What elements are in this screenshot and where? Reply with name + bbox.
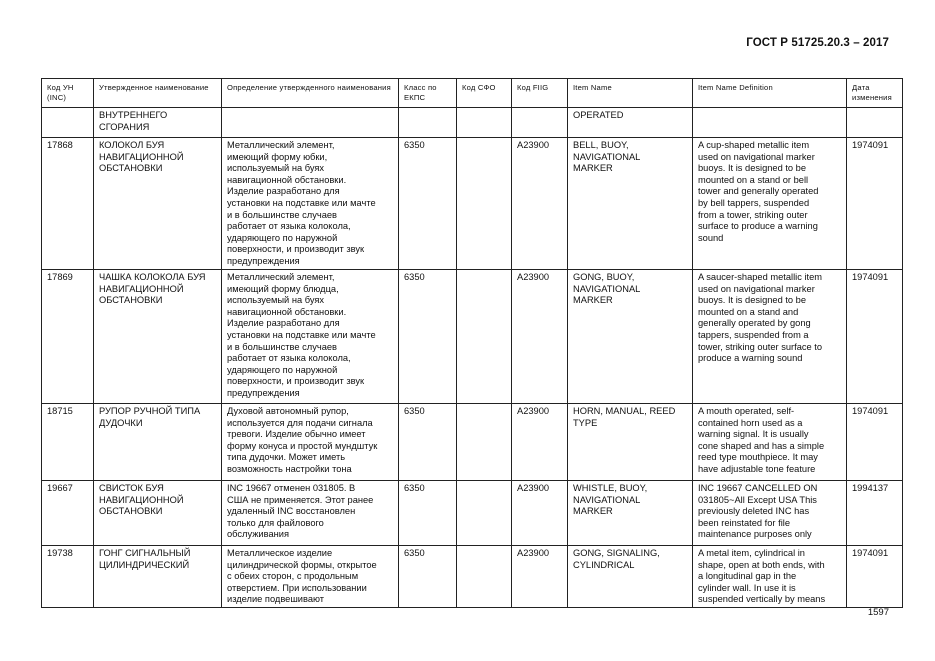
table-header bbox=[42, 79, 903, 108]
cell-sfo-code bbox=[457, 270, 512, 404]
cell-item-name: HORN, MANUAL, REED TYPE bbox=[568, 404, 693, 481]
cell-sfo-code bbox=[457, 481, 512, 546]
cell-fiig-code: A23900 bbox=[512, 270, 568, 404]
cell-inc-code: 18715 bbox=[42, 404, 94, 481]
cell-sfo-code bbox=[457, 546, 512, 608]
column-header-item-name: Item Name bbox=[568, 79, 693, 108]
cell-inc-code: 19738 bbox=[42, 546, 94, 608]
cell-change-date: 1974091 bbox=[847, 404, 903, 481]
table-row bbox=[42, 270, 903, 404]
table-row bbox=[42, 138, 903, 270]
table-row bbox=[42, 108, 903, 138]
cell-sfo-code bbox=[457, 404, 512, 481]
table-row bbox=[42, 404, 903, 481]
cell-fiig-code: A23900 bbox=[512, 546, 568, 608]
page-number: 1597 bbox=[867, 607, 889, 618]
cell-inc-code: 17868 bbox=[42, 138, 94, 270]
cell-approved-name: СВИСТОК БУЯ НАВИГАЦИОННОЙ ОБСТАНОВКИ bbox=[94, 481, 222, 546]
cell-change-date: 1974091 bbox=[847, 546, 903, 608]
cell-approved-name: ВНУТРЕННЕГО СГОРАНИЯ bbox=[94, 108, 222, 138]
table-body bbox=[42, 108, 903, 608]
cell-fiig-code: A23900 bbox=[512, 481, 568, 546]
cell-name-definition bbox=[222, 108, 399, 138]
cell-item-name-definition: A saucer-shaped metallic item used on navigational marker buoys. It is designed to be mounted on a stand and generally operated by gong tappers, suspended from a tower, striking outer surface to produce a warning sound bbox=[693, 270, 847, 404]
cell-name-definition: Металлический элемент, имеющий форму юбки, используемый на буях навигационной обстановки. Изделие разработано для установки на подставке или мачте и в большинстве случаев работает от языка колокола, ударяющего по наружной поверхности, и производит звук предупреждения bbox=[222, 138, 399, 270]
cell-change-date: 1994137 bbox=[847, 481, 903, 546]
cell-change-date bbox=[847, 108, 903, 138]
cell-name-definition: Металлический элемент, имеющий форму блюдца, используемый на буях навигационной обстановки. Изделие разработано для установки на подставке или мачте и в большинстве случаев работает от языка колокола, ударяющего по наружной поверхности, и производит звук предупреждения bbox=[222, 270, 399, 404]
cell-ekps-class: 6350 bbox=[399, 546, 457, 608]
cell-change-date: 1974091 bbox=[847, 138, 903, 270]
cell-name-definition: Духовой автономный рупор, используется для подачи сигнала тревоги. Изделие обычно имеет форму конуса и простой мундштук типа дудочки. Может иметь возможность настройки тона bbox=[222, 404, 399, 481]
cell-sfo-code bbox=[457, 138, 512, 270]
table-row bbox=[42, 481, 903, 546]
cell-item-name: OPERATED bbox=[568, 108, 693, 138]
table-header-row bbox=[42, 79, 903, 108]
cell-change-date: 1974091 bbox=[847, 270, 903, 404]
cell-ekps-class: 6350 bbox=[399, 481, 457, 546]
cell-inc-code: 17869 bbox=[42, 270, 94, 404]
cell-item-name-definition bbox=[693, 108, 847, 138]
cell-item-name-definition: INC 19667 CANCELLED ON 031805~All Except USA This previously deleted INC has been reinstated for file maintenance purposes only bbox=[693, 481, 847, 546]
cell-inc-code bbox=[42, 108, 94, 138]
cell-approved-name: ГОНГ СИГНАЛЬНЫЙ ЦИЛИНДРИЧЕСКИЙ bbox=[94, 546, 222, 608]
column-header-item-name-definition: Item Name Definition bbox=[693, 79, 847, 108]
cell-fiig-code: A23900 bbox=[512, 138, 568, 270]
cell-item-name: GONG, SIGNALING, CYLINDRICAL bbox=[568, 546, 693, 608]
cell-fiig-code bbox=[512, 108, 568, 138]
item-names-table bbox=[41, 78, 903, 608]
column-header-fiig-code: Код FIIG bbox=[512, 79, 568, 108]
cell-item-name: GONG, BUOY, NAVIGATIONAL MARKER bbox=[568, 270, 693, 404]
cell-ekps-class bbox=[399, 108, 457, 138]
column-header-ekps-class: Класс по ЕКПС bbox=[399, 79, 457, 108]
column-header-change-date: Дата изменения bbox=[847, 79, 903, 108]
cell-item-name-definition: A metal item, cylindrical in shape, open at both ends, with a longitudinal gap in the cylinder wall. In use it is suspended vertically by means bbox=[693, 546, 847, 608]
column-header-approved-name: Утвержденное наименование bbox=[94, 79, 222, 108]
cell-approved-name: РУПОР РУЧНОЙ ТИПА ДУДОЧКИ bbox=[94, 404, 222, 481]
cell-ekps-class: 6350 bbox=[399, 138, 457, 270]
column-header-name-definition: Определение утвержденного наименования bbox=[222, 79, 399, 108]
column-header-sfo-code: Код СФО bbox=[457, 79, 512, 108]
cell-fiig-code: A23900 bbox=[512, 404, 568, 481]
document-standard-header: ГОСТ Р 51725.20.3 – 2017 bbox=[746, 37, 889, 49]
cell-name-definition: INC 19667 отменен 031805. В США не применяется. Этот ранее удаленный INC восстановлен только для файлового обслуживания bbox=[222, 481, 399, 546]
cell-item-name: WHISTLE, BUOY, NAVIGATIONAL MARKER bbox=[568, 481, 693, 546]
cell-item-name-definition: A mouth operated, self- contained horn used as a warning signal. It is usually cone shaped and has a simple reed type mouthpiece. It may have adjustable tone feature bbox=[693, 404, 847, 481]
cell-approved-name: КОЛОКОЛ БУЯ НАВИГАЦИОННОЙ ОБСТАНОВКИ bbox=[94, 138, 222, 270]
cell-approved-name: ЧАШКА КОЛОКОЛА БУЯ НАВИГАЦИОННОЙ ОБСТАНОВКИ bbox=[94, 270, 222, 404]
column-header-inc-code: Код УН (INC) bbox=[42, 79, 94, 108]
table-row bbox=[42, 546, 903, 608]
cell-inc-code: 19667 bbox=[42, 481, 94, 546]
cell-ekps-class: 6350 bbox=[399, 270, 457, 404]
cell-item-name: BELL, BUOY, NAVIGATIONAL MARKER bbox=[568, 138, 693, 270]
cell-sfo-code bbox=[457, 108, 512, 138]
cell-item-name-definition: A cup-shaped metallic item used on navigational marker buoys. It is designed to be mounted on a stand or bell tower and generally operated by bell tappers, suspended from a tower, striking outer surface to produce a warning sound bbox=[693, 138, 847, 270]
cell-name-definition: Металлическое изделие цилиндрической формы, открытое с обеих сторон, с продольным отверстием. При использовании изделие подвешивают bbox=[222, 546, 399, 608]
cell-ekps-class: 6350 bbox=[399, 404, 457, 481]
